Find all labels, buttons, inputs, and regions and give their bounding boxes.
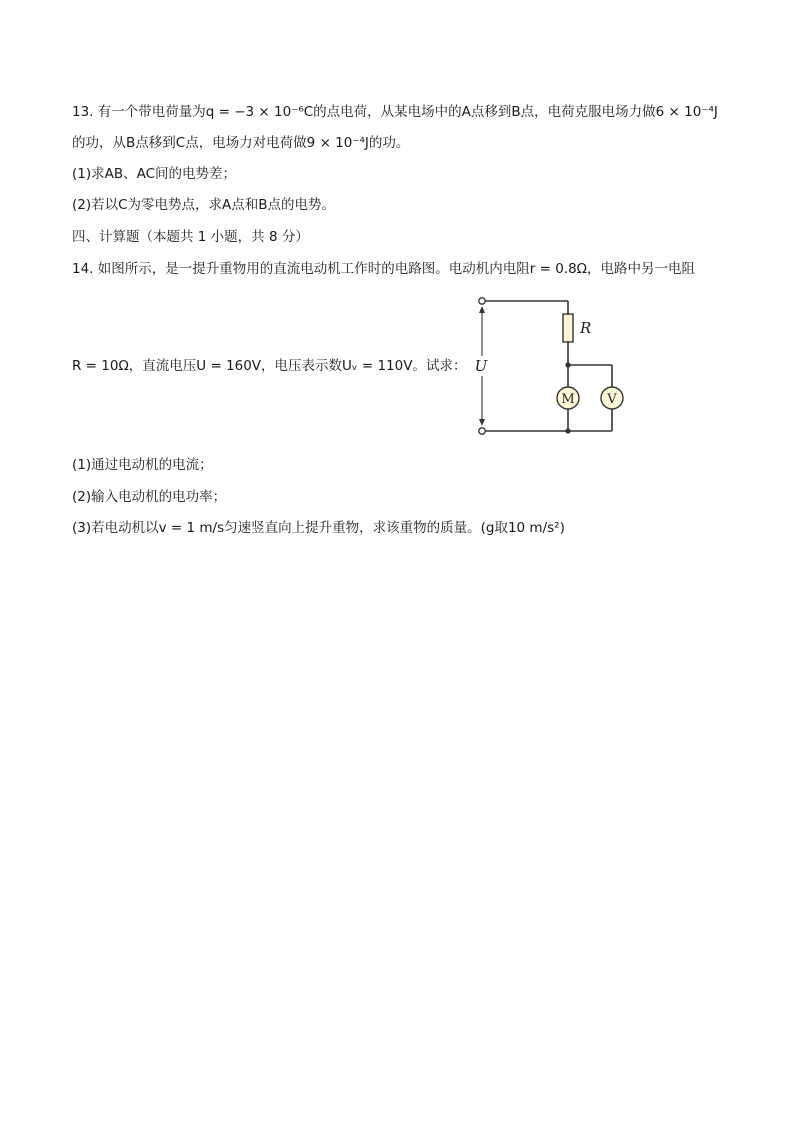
- motor-label: M: [561, 392, 575, 407]
- voltage-arrow-head-up: [479, 306, 485, 313]
- q14-line2: R = 10Ω，直流电压U = 160V，电压表示数Uᵥ = 110V。试求：: [72, 358, 467, 374]
- q14-part1: (1)通过电动机的电流；: [72, 457, 213, 473]
- q13-part1: (1)求AB、AC间的电势差；: [72, 166, 237, 182]
- voltmeter-label: V: [607, 392, 617, 407]
- q13-line1: 13. 有一个带电荷量为q = −3 × 10⁻⁶C的点电荷，从某电场中的A点移到B点，电荷克服电场力做6 × 10⁻⁴J: [72, 104, 718, 120]
- q13-line2: 的功，从B点移到C点，电场力对电荷做9 × 10⁻⁴J的功。: [72, 135, 410, 151]
- q13-part2: (2)若以C为零电势点，求A点和B点的电势。: [72, 197, 336, 213]
- section4-heading: 四、计算题（本题共 1 小题，共 8 分）: [72, 229, 309, 245]
- voltage-arrow-head-down: [479, 419, 485, 426]
- q14-part3: (3)若电动机以v = 1 m/s匀速竖直向上提升重物，求该重物的质量。(g取10 m/s²): [72, 520, 565, 536]
- voltage-label: U: [474, 357, 488, 375]
- resistor-symbol: [563, 314, 573, 342]
- q14-part2: (2)输入电动机的电功率；: [72, 489, 227, 505]
- terminal-top: [479, 298, 485, 304]
- circuit-diagram: [468, 294, 638, 440]
- terminal-bottom: [479, 428, 485, 434]
- q14-line1: 14. 如图所示，是一提升重物用的直流电动机工作时的电路图。电动机内电阻r = 0.8Ω，电路中另一电阻: [72, 261, 695, 277]
- resistor-label: R: [580, 319, 592, 337]
